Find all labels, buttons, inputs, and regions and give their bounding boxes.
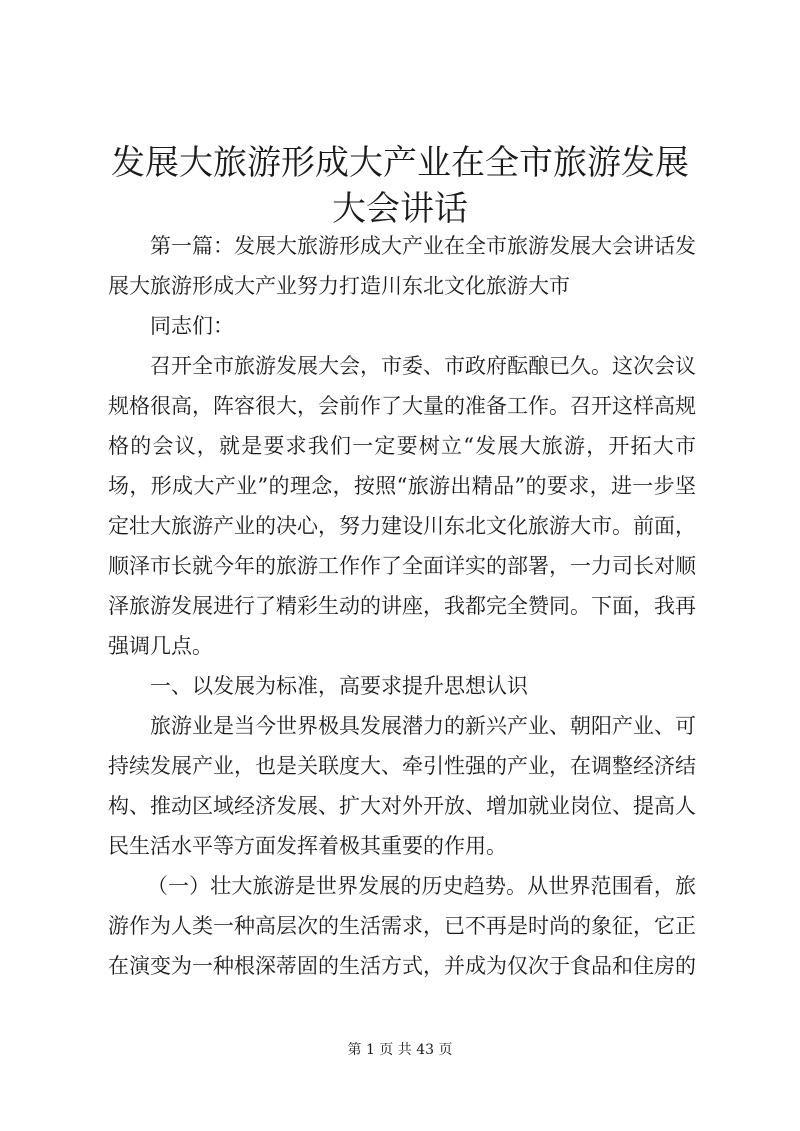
paragraph-intro: 召开全市旅游发展大会，市委、市政府酝酿已久。这次会议规格很高，阵容很大，会前作了大量的准备工作。召开这样高规格的会议，就是要求我们一定要树立“发展大旅游，开拓大市场，形成大产业”的理念，按照“旅游出精品”的要求，进一步坚定壮大旅游产业的决心，努力建设川东北文化旅游大市。前面，顺泽市长就今年的旅游工作作了全面详实的部署，一力司长对顺泽旅游发展进行了精彩生动的讲座，我都完全赞同。下面，我再强调几点。 xyxy=(108,354,696,658)
paragraph-section-heading: 一、以发展为标准，高要求提升思想认识 xyxy=(150,674,528,698)
document-body xyxy=(108,226,696,986)
page-footer: 第 1 页 共 43 页 xyxy=(347,1042,453,1058)
document-title: 发展大旅游形成大产业在全市旅游发展大会讲话 xyxy=(111,143,689,229)
paragraph-tourism-industry: 旅游业是当今世界极具发展潜力的新兴产业、朝阳产业、可持续发展产业，也是关联度大、牵引性强的产业，在调整经济结构、推动区域经济发展、扩大对外开放、增加就业岗位、提高人民生活水平等方面发挥着极其重要的作用。 xyxy=(108,714,696,858)
paragraph-subsection-1: （一）壮大旅游是世界发展的历史趋势。从世界范围看，旅游作为人类一种高层次的生活需求，已不再是时尚的象征，它正在演变为一种根深蒂固的生活方式，并成为仅次于食品和住房的 xyxy=(108,874,696,978)
paragraph-heading-chapter: 第一篇：发展大旅游形成大产业在全市旅游发展大会讲话发展大旅游形成大产业努力打造川东北文化旅游大市 xyxy=(108,234,696,298)
paragraph-salutation: 同志们： xyxy=(150,314,234,338)
